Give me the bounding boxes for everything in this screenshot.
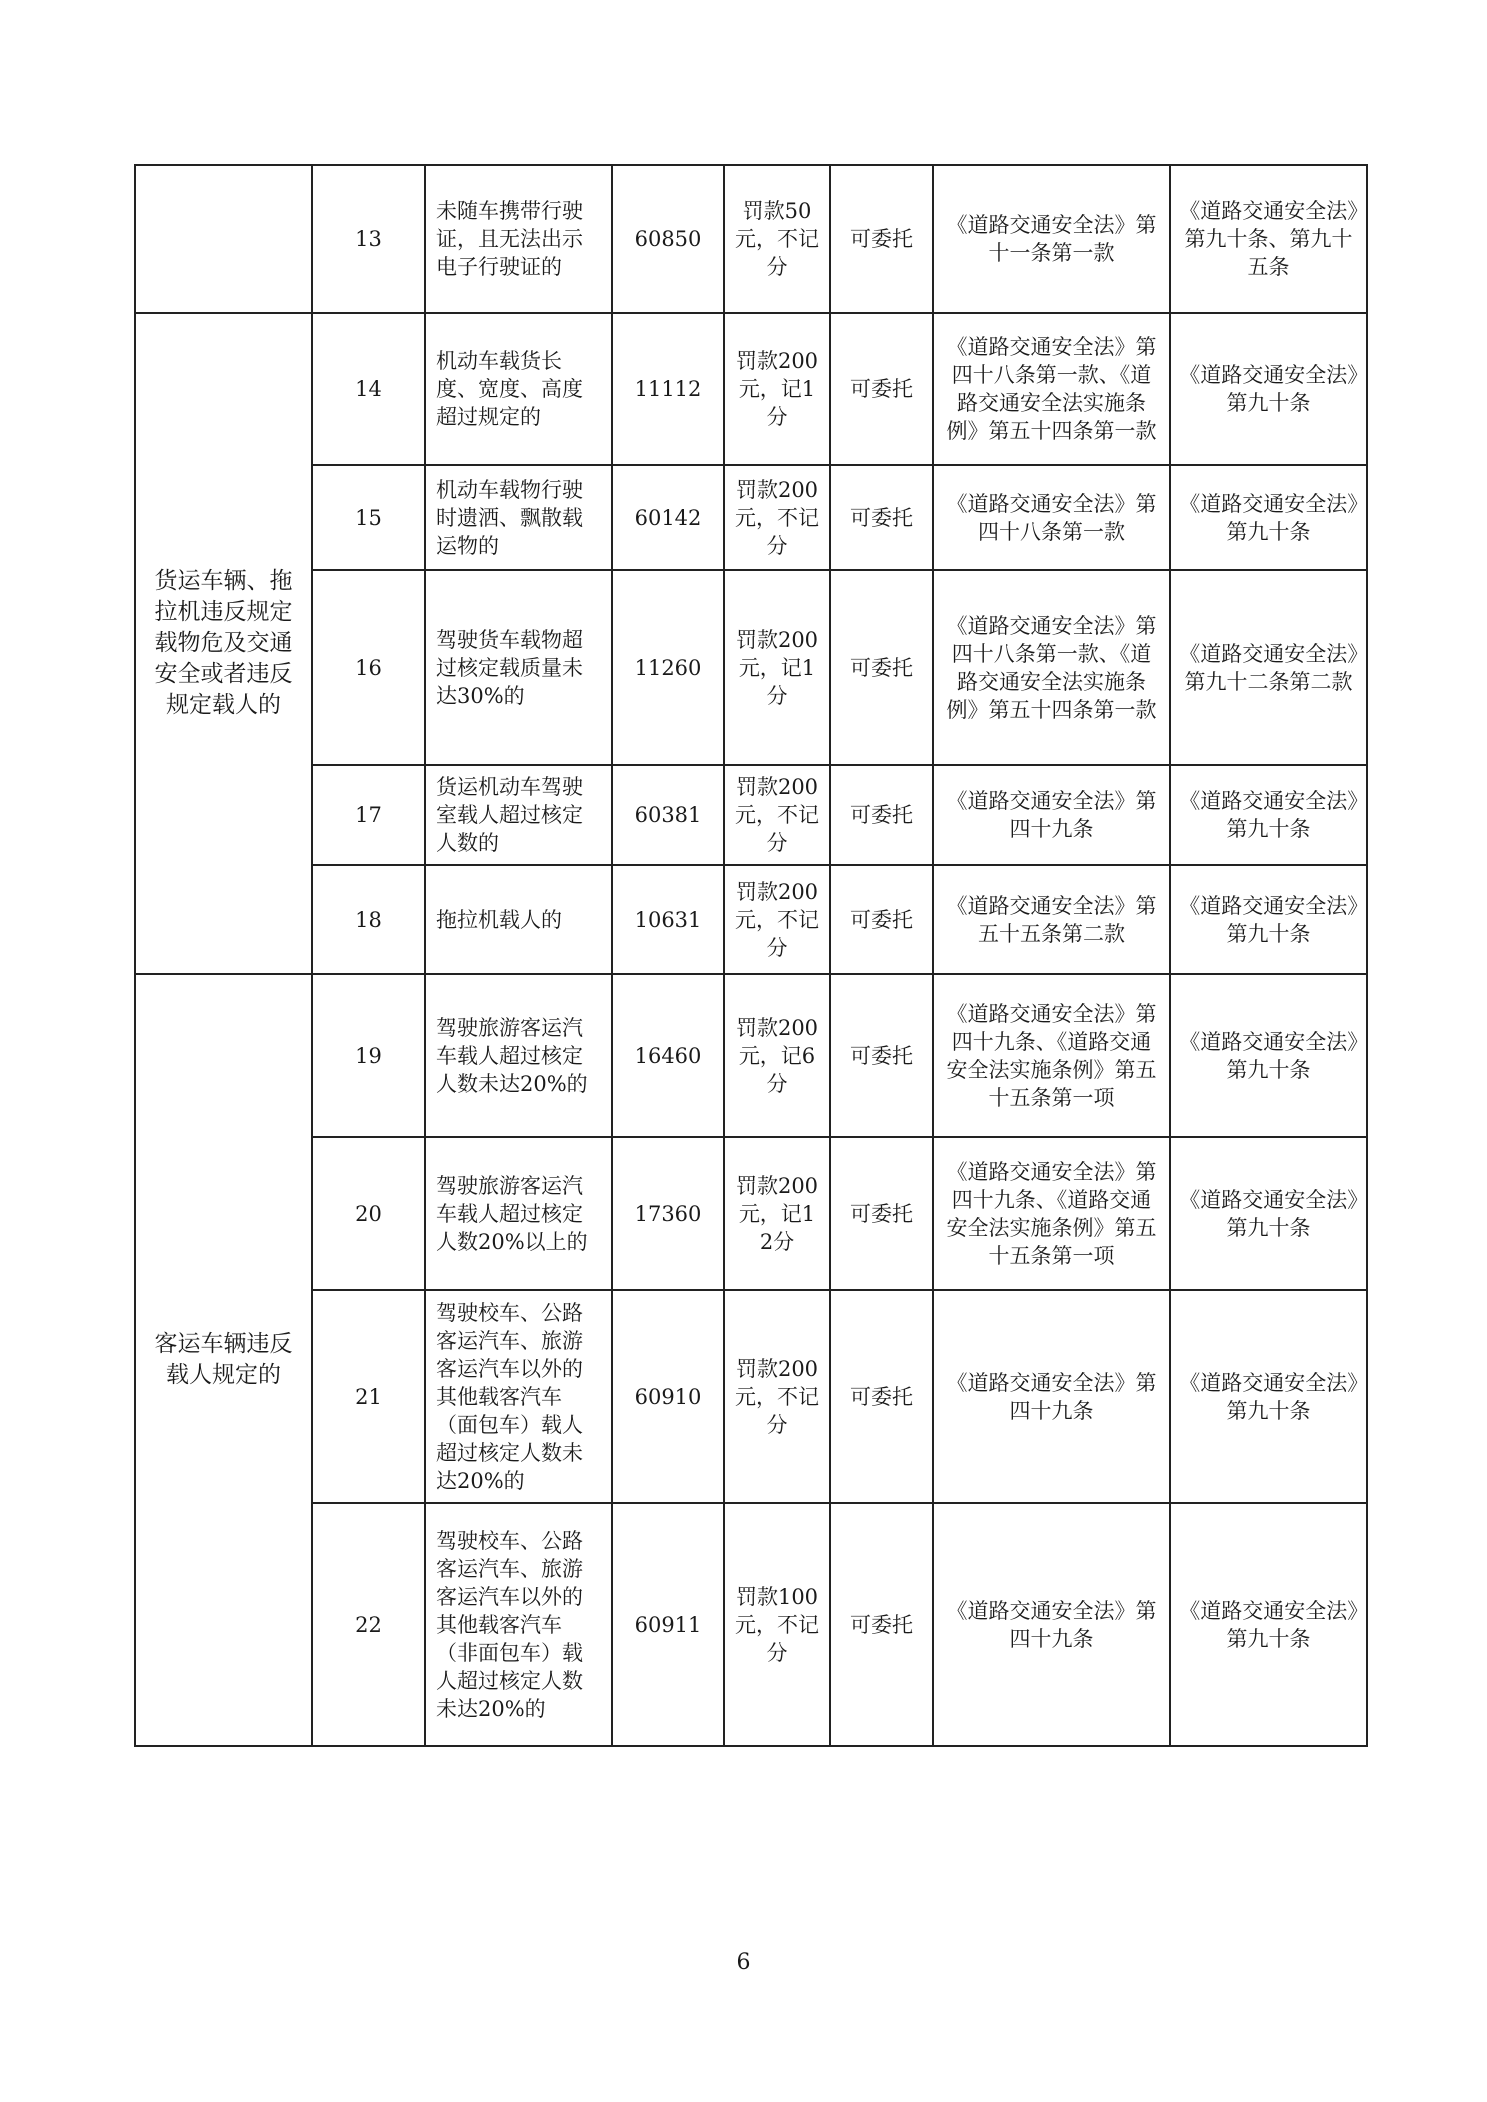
- violation-description: 机动车载货长度、宽度、高度超过规定的: [425, 313, 612, 465]
- category-cell: 客运车辆违反载人规定的: [135, 974, 312, 1746]
- row-number: 16: [312, 570, 425, 765]
- violation-code: 17360: [612, 1137, 724, 1290]
- row-number: 21: [312, 1290, 425, 1503]
- legal-basis-cell: 《道路交通安全法》第十一条第一款: [933, 165, 1170, 313]
- row-number: 17: [312, 765, 425, 865]
- table-row: [135, 465, 1367, 570]
- penalty-cell: 罚款200元，不记分: [724, 865, 830, 974]
- delegation-cell: 可委托: [830, 570, 933, 765]
- delegation-cell: 可委托: [830, 1290, 933, 1503]
- legal-basis-cell: 《道路交通安全法》第四十八条第一款: [933, 465, 1170, 570]
- table-row: [135, 765, 1367, 865]
- row-number: 15: [312, 465, 425, 570]
- category-cell: [135, 165, 312, 313]
- punishment-basis-cell: 《道路交通安全法》第九十条: [1170, 865, 1367, 974]
- delegation-cell: 可委托: [830, 974, 933, 1137]
- punishment-basis-cell: 《道路交通安全法》第九十条: [1170, 313, 1367, 465]
- penalty-cell: 罚款200元，记6分: [724, 974, 830, 1137]
- violation-description: 驾驶货车载物超过核定载质量未达30%的: [425, 570, 612, 765]
- table-row: [135, 1290, 1367, 1503]
- penalty-cell: 罚款200元，记1分: [724, 570, 830, 765]
- delegation-cell: 可委托: [830, 165, 933, 313]
- category-cell: 货运车辆、拖拉机违反规定载物危及交通安全或者违反规定载人的: [135, 313, 312, 974]
- penalty-cell: 罚款50元，不记分: [724, 165, 830, 313]
- table-row: [135, 313, 1367, 465]
- delegation-cell: 可委托: [830, 1137, 933, 1290]
- table-row: [135, 165, 1367, 313]
- punishment-basis-cell: 《道路交通安全法》第九十条: [1170, 765, 1367, 865]
- violation-description: 未随车携带行驶证，且无法出示电子行驶证的: [425, 165, 612, 313]
- violation-description: 驾驶校车、公路客运汽车、旅游客运汽车以外的其他载客汽车（非面包车）载人超过核定人数未达20%的: [425, 1503, 612, 1746]
- violation-code: 60142: [612, 465, 724, 570]
- legal-basis-cell: 《道路交通安全法》第四十九条: [933, 1290, 1170, 1503]
- row-number: 20: [312, 1137, 425, 1290]
- legal-basis-cell: 《道路交通安全法》第四十八条第一款、《道路交通安全法实施条例》第五十四条第一款: [933, 570, 1170, 765]
- punishment-basis-cell: 《道路交通安全法》第九十条: [1170, 1137, 1367, 1290]
- legal-basis-cell: 《道路交通安全法》第四十九条: [933, 765, 1170, 865]
- violation-code: 60850: [612, 165, 724, 313]
- violation-code: 60910: [612, 1290, 724, 1503]
- violation-code: 60381: [612, 765, 724, 865]
- penalty-cell: 罚款200元，不记分: [724, 765, 830, 865]
- punishment-basis-cell: 《道路交通安全法》第九十二条第二款: [1170, 570, 1367, 765]
- table-row: [135, 1137, 1367, 1290]
- penalty-cell: 罚款200元，记12分: [724, 1137, 830, 1290]
- violation-code: 10631: [612, 865, 724, 974]
- penalty-cell: 罚款100元，不记分: [724, 1503, 830, 1746]
- violation-code: 16460: [612, 974, 724, 1137]
- legal-basis-cell: 《道路交通安全法》第四十九条、《道路交通安全法实施条例》第五十五条第一项: [933, 974, 1170, 1137]
- penalty-cell: 罚款200元，不记分: [724, 465, 830, 570]
- violation-description: 驾驶校车、公路客运汽车、旅游客运汽车以外的其他载客汽车（面包车）载人超过核定人数未达20%的: [425, 1290, 612, 1503]
- table-row: [135, 1503, 1367, 1746]
- penalty-cell: 罚款200元，不记分: [724, 1290, 830, 1503]
- punishment-basis-cell: 《道路交通安全法》第九十条: [1170, 465, 1367, 570]
- delegation-cell: 可委托: [830, 1503, 933, 1746]
- punishment-basis-cell: 《道路交通安全法》第九十条: [1170, 1290, 1367, 1503]
- row-number: 22: [312, 1503, 425, 1746]
- violation-description: 拖拉机载人的: [425, 865, 612, 974]
- delegation-cell: 可委托: [830, 765, 933, 865]
- violation-description: 驾驶旅游客运汽车载人超过核定人数未达20%的: [425, 974, 612, 1137]
- legal-basis-cell: 《道路交通安全法》第四十九条、《道路交通安全法实施条例》第五十五条第一项: [933, 1137, 1170, 1290]
- row-number: 13: [312, 165, 425, 313]
- violation-table: [134, 164, 1368, 1747]
- violation-description: 货运机动车驾驶室载人超过核定人数的: [425, 765, 612, 865]
- delegation-cell: 可委托: [830, 313, 933, 465]
- penalty-cell: 罚款200元，记1分: [724, 313, 830, 465]
- violation-description: 驾驶旅游客运汽车载人超过核定人数20%以上的: [425, 1137, 612, 1290]
- row-number: 14: [312, 313, 425, 465]
- punishment-basis-cell: 《道路交通安全法》第九十条、第九十五条: [1170, 165, 1367, 313]
- legal-basis-cell: 《道路交通安全法》第四十九条: [933, 1503, 1170, 1746]
- violation-description: 机动车载物行驶时遗洒、飘散载运物的: [425, 465, 612, 570]
- punishment-basis-cell: 《道路交通安全法》第九十条: [1170, 974, 1367, 1137]
- legal-basis-cell: 《道路交通安全法》第五十五条第二款: [933, 865, 1170, 974]
- violation-code: 60911: [612, 1503, 724, 1746]
- legal-basis-cell: 《道路交通安全法》第四十八条第一款、《道路交通安全法实施条例》第五十四条第一款: [933, 313, 1170, 465]
- table-row: [135, 865, 1367, 974]
- punishment-basis-cell: 《道路交通安全法》第九十条: [1170, 1503, 1367, 1746]
- violation-code: 11112: [612, 313, 724, 465]
- row-number: 19: [312, 974, 425, 1137]
- delegation-cell: 可委托: [830, 465, 933, 570]
- violation-code: 11260: [612, 570, 724, 765]
- table-row: [135, 570, 1367, 765]
- row-number: 18: [312, 865, 425, 974]
- delegation-cell: 可委托: [830, 865, 933, 974]
- table-row: [135, 974, 1367, 1137]
- page-number: 6: [736, 1950, 751, 1975]
